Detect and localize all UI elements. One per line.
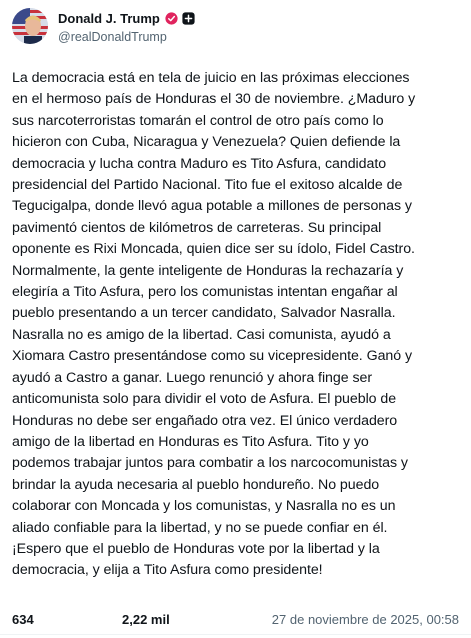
post-text-line: presidencial del Partido Nacional. Tito fue el exitoso alcalde de (12, 177, 403, 194)
post-text-line: Tegucigalpa, donde llevó agua potable a millones de personas y (12, 198, 412, 215)
post-text-line: pueblo presentando a un tercer candidato, Salvador Nasralla. (12, 305, 396, 322)
post-text-line: sus narcoterroristas tomarán el control de otro país como lo (12, 112, 384, 129)
post-text-line: Xiomara Castro presentándose como su vicepresidente. Ganó y (12, 348, 413, 365)
post-text-line: Honduras no debe ser engañado otra vez. El único verdadero (12, 412, 398, 429)
post-text-line: Normalmente, la gente inteligente de Honduras la rechazaría y (12, 262, 404, 279)
post-text-line: democracia y lucha contra Maduro es Tito Asfura, candidato (12, 155, 387, 172)
plus-icon[interactable] (182, 12, 195, 25)
post-text-line: brindar la ayuda necesaria al pueblo hondureño. No puedo (12, 476, 380, 493)
bottom-divider (0, 634, 471, 635)
post-text-line: hicieron con Cuba, Nicaragua y Venezuela? Quien defiende la (12, 134, 401, 151)
post-text-line: Nasralla no es amigo de la libertad. Casi comunista, ayudó a (12, 326, 391, 343)
name-row (58, 9, 195, 29)
post-text-line: oponente es Rixi Moncada, quien dice ser su ídolo, Fidel Castro. (12, 241, 415, 258)
author-names (58, 9, 195, 44)
post-text-line: colaborar con Moncada y los comunistas, y Nasralla no es un (12, 498, 396, 515)
post-text-line: podemos trabajar juntos para combatir a los narcocomunistas y (12, 455, 408, 472)
handle[interactable]: @realDonaldTrump (58, 29, 167, 44)
verified-badge-icon (165, 12, 178, 25)
post-header (12, 8, 195, 44)
post-text-line: elegiría a Tito Asfura, pero los comunistas intentan engañar al (12, 284, 398, 301)
view-count[interactable]: 2,22 mil (122, 611, 170, 627)
post-text-line: en el hermoso país de Honduras el 30 de noviembre. ¿Maduro y (12, 91, 416, 108)
reply-count[interactable]: 634 (12, 611, 34, 627)
avatar[interactable] (12, 8, 48, 44)
post-text-line: ayudó a Castro a ganar. Luego renunció y ahora finge ser (12, 369, 373, 386)
post-timestamp[interactable]: 27 de noviembre de 2025, 00:58 (271, 611, 459, 627)
avatar-image (12, 8, 48, 44)
post-text-line: La democracia está en tela de juicio en las próximas elecciones (12, 70, 410, 86)
post-footer (12, 607, 459, 631)
post-text-line: anticomunista solo para dividir el voto de Asfura. El pueblo de (12, 391, 397, 408)
post-text-line: aliado confiable para la libertad, y no se puede confiar en él. (12, 519, 388, 536)
post-text-line: pavimentó cientos de kilómetros de carreteras. Su principal (12, 219, 382, 236)
post-text-line: amigo de la libertad en Honduras es Tito Asfura. Tito y yo (12, 433, 369, 450)
post-text (12, 68, 467, 582)
post-text-line: ¡Espero que el pueblo de Honduras vote por la libertad y la (12, 540, 380, 557)
post-text-line: democracia, y elija a Tito Asfura como presidente! (12, 562, 323, 579)
display-name[interactable]: Donald J. Trump (58, 11, 160, 26)
